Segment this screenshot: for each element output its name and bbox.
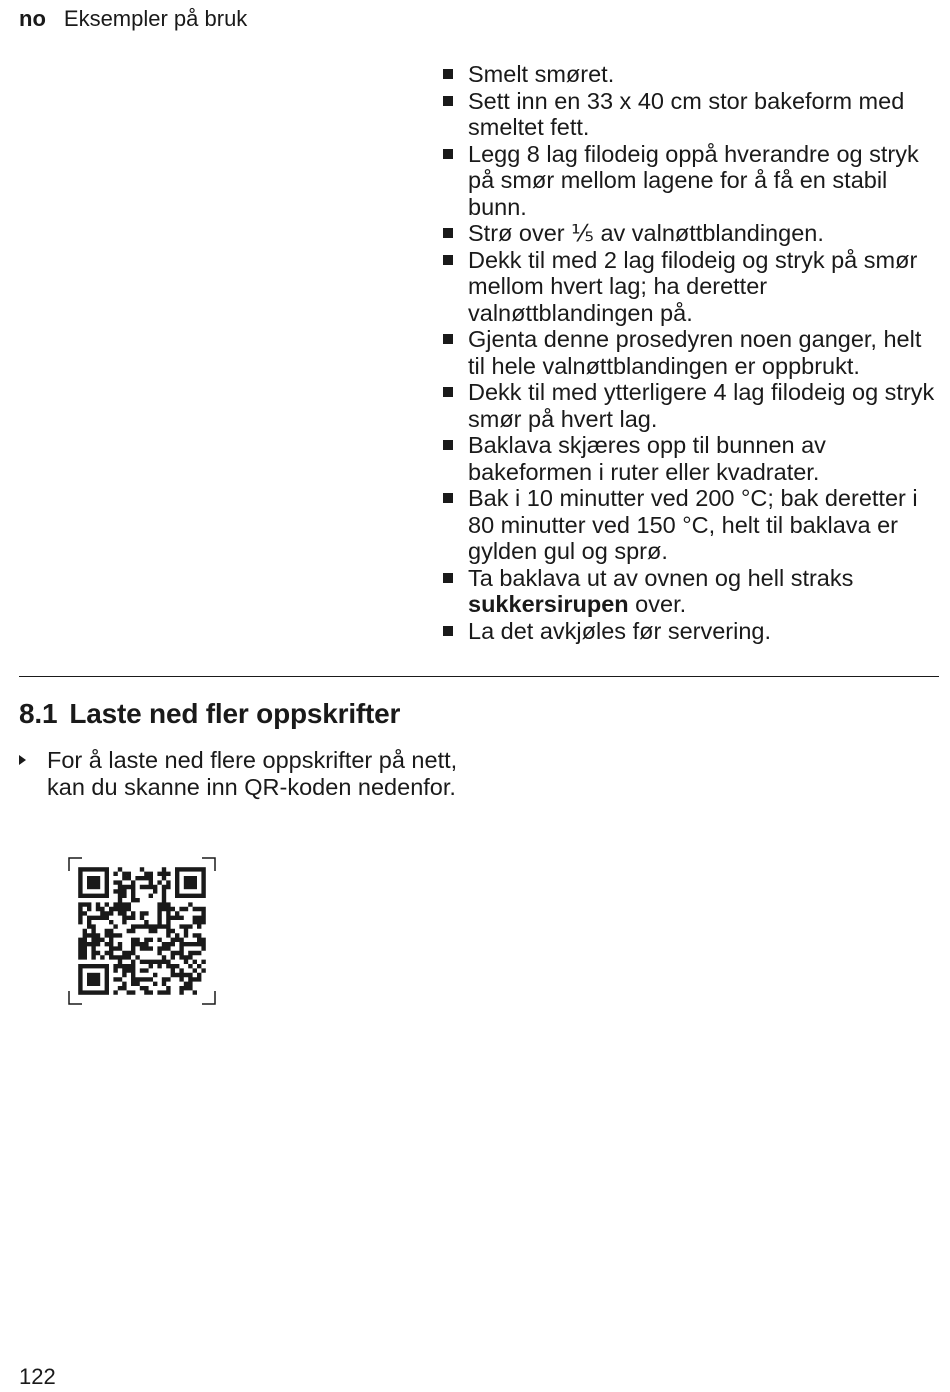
square-bullet-icon [443, 255, 453, 265]
square-bullet-icon [443, 96, 453, 106]
section-heading [19, 698, 400, 730]
step-text: Dekk til med 2 lag filodeig og stryk på smør mellom hvert lag; ha deretter valnøttblandingen på. [468, 246, 918, 326]
instruction-text: For å laste ned flere oppskrifter på nett, kan du skanne inn QR-koden nedenfor. [47, 747, 458, 800]
list-item [441, 61, 941, 88]
recipe-steps-list [441, 61, 941, 644]
list-item [441, 432, 941, 485]
qr-code-icon[interactable] [68, 857, 216, 1005]
square-bullet-icon [443, 69, 453, 79]
square-bullet-icon [443, 626, 453, 636]
step-text: Gjenta denne prosedyren noen ganger, helt til hele valnøttblandingen er oppbrukt. [468, 326, 922, 379]
step-text-post: over. [628, 591, 687, 617]
header-title: Eksempler på bruk [63, 6, 248, 31]
section-title: Laste ned fler oppskrifter [69, 698, 401, 729]
square-bullet-icon [443, 387, 453, 397]
triangle-bullet-icon [19, 755, 26, 765]
list-item [441, 326, 941, 379]
page-header [19, 6, 247, 32]
list-item [441, 565, 941, 618]
section-divider [19, 676, 939, 677]
list-item [441, 618, 941, 645]
square-bullet-icon [443, 149, 453, 159]
step-text-pre: Ta baklava ut av ovnen og hell straks [468, 564, 854, 591]
step-text: Strø over ⅕ av valnøttblandingen. [468, 220, 824, 246]
list-item [441, 88, 941, 141]
language-code: no [19, 6, 46, 31]
step-text: La det avkjøles før servering. [468, 617, 771, 644]
section-number: 8.1 [19, 698, 58, 729]
step-text: Dekk til med ytterligere 4 lag filodeig og stryk smør på hvert lag. [468, 379, 935, 432]
square-bullet-icon [443, 228, 453, 238]
square-bullet-icon [443, 334, 453, 344]
page-number: 122 [19, 1364, 56, 1389]
step-text: Bak i 10 minutter ved 200 °C; bak deretter i 80 minutter ved 150 °C, helt til baklava er gylden gul og sprø. [468, 485, 918, 564]
square-bullet-icon [443, 440, 453, 450]
instruction [19, 747, 459, 800]
list-item [441, 220, 941, 247]
list-item [441, 485, 941, 565]
list-item [441, 141, 941, 221]
step-text: Sett inn en 33 x 40 cm stor bakeform med smeltet fett. [468, 87, 905, 140]
square-bullet-icon [443, 493, 453, 503]
list-item [441, 379, 941, 432]
step-text: Smelt smøret. [468, 61, 615, 87]
step-text: Legg 8 lag filodeig oppå hverandre og stryk på smør mellom lagene for å få en stabil bunn. [468, 140, 919, 220]
square-bullet-icon [443, 573, 453, 583]
step-text-bold: sukkersirupen [468, 591, 629, 617]
list-item [441, 247, 941, 327]
step-text: Baklava skjæres opp til bunnen av bakeformen i ruter eller kvadrater. [468, 432, 826, 485]
